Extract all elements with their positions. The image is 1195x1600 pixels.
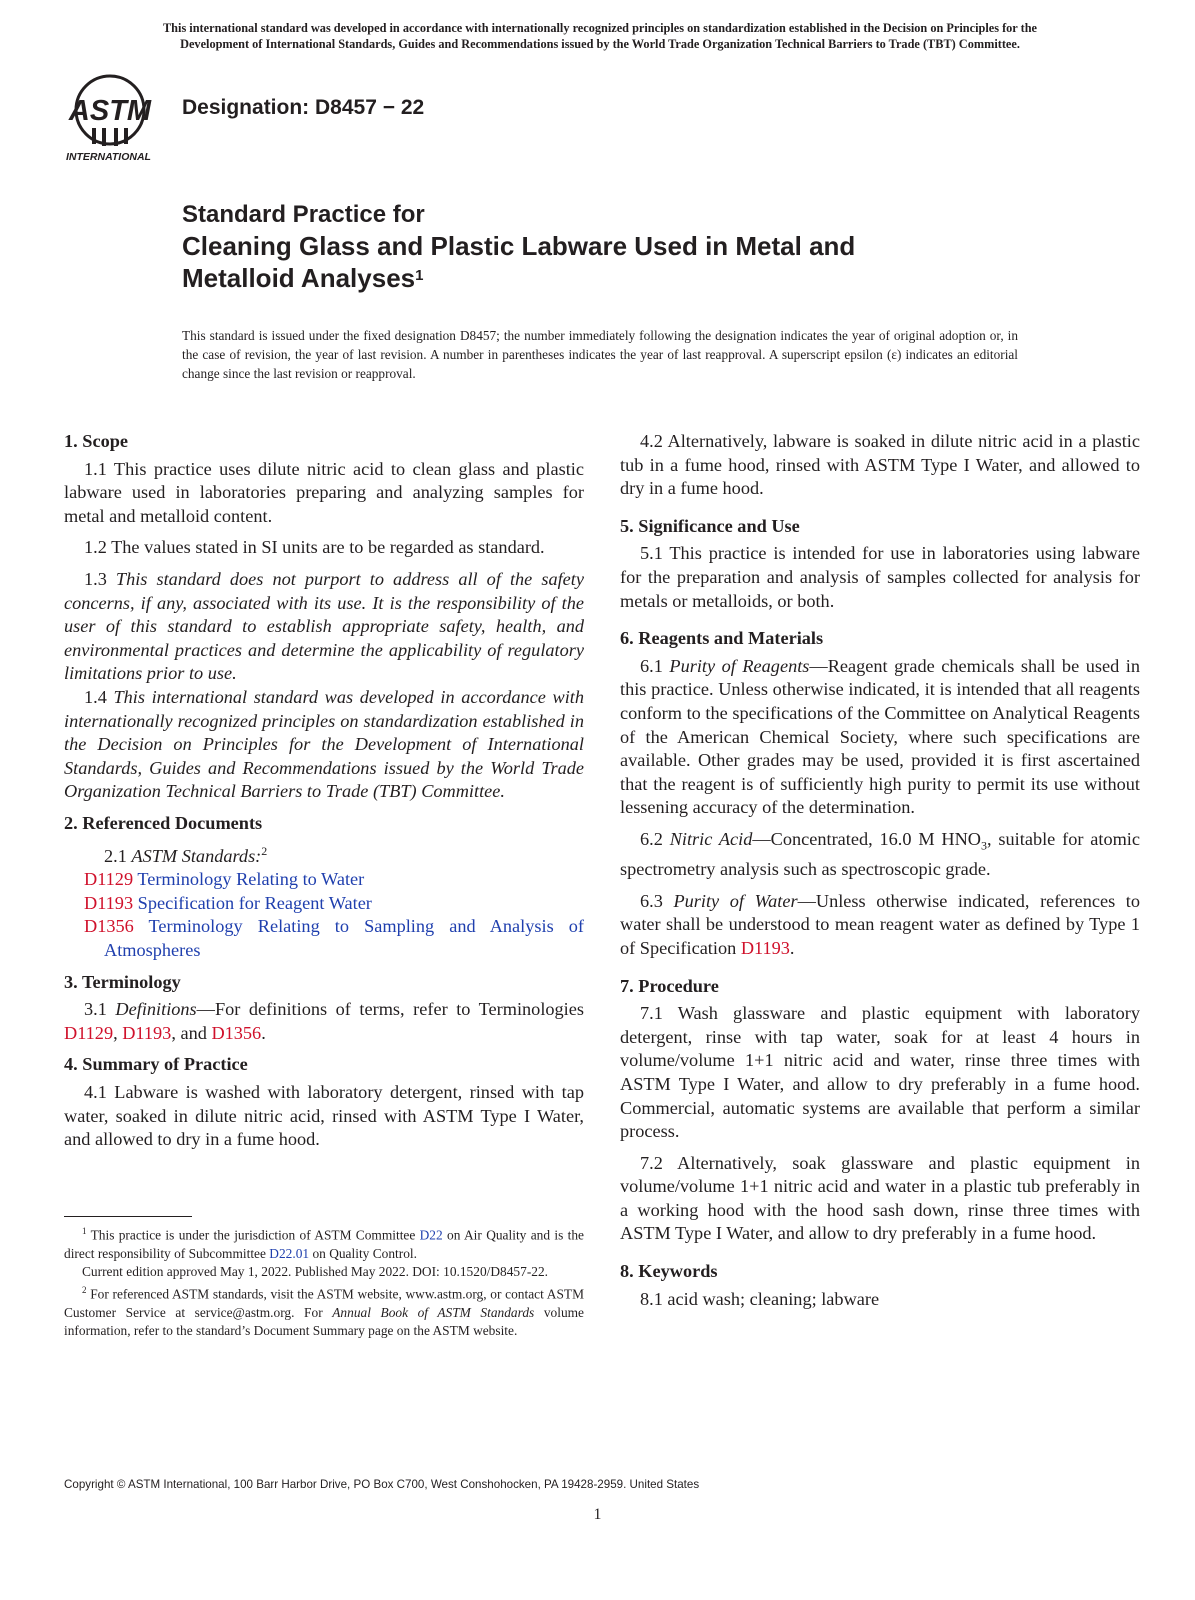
separator: . xyxy=(789,937,795,958)
title-line1: Standard Practice for xyxy=(182,201,425,228)
astm-logo xyxy=(62,70,166,166)
para-2-1 xyxy=(64,840,584,869)
footnote-2-text: For referenced ASTM standards, visit the ASTM website, www.astm.org, or contact ASTM Customer Service at service@astm.org. For xyxy=(64,1286,584,1321)
ref-code-link[interactable]: D1193 xyxy=(84,892,134,913)
issuance-statement: This standard is issued under the fixed designation D8457; the number immediately following the designation indicates the year of original adoption or, in the case of revision, the year of last revision. A number in parentheses indicates the year of last reapproval. A superscript epsilon (ε) indicates an editorial change since the last revision or reapproval. xyxy=(182,328,1018,381)
para-1-2: 1.2 The values stated in SI units are to be regarded as standard. xyxy=(84,537,545,558)
heading-keywords: 8. Keywords xyxy=(620,1261,718,1282)
para-3-1-text: —For definitions of terms, refer to Terminologies xyxy=(196,999,584,1020)
top-notice-line1: This international standard was developed in accordance with internationally recognized principles on standardization established in the Decision on Principles for the xyxy=(162,21,1038,35)
logo-subtext: INTERNATIONAL xyxy=(66,151,151,163)
footnote-2-text: volume information, refer to the standard’s Document Summary page on the ASTM website. xyxy=(64,1305,584,1339)
para-3-1-num: 3.1 xyxy=(84,999,107,1020)
para-2-1-num: 2.1 xyxy=(104,845,127,866)
para-1-3-num: 1.3 xyxy=(84,568,107,589)
heading-scope: 1. Scope xyxy=(64,431,128,451)
footnote-1-text: on Air Quality and is the direct responsibility of Subcommittee xyxy=(64,1227,584,1261)
footnote-2-mark: 2 xyxy=(82,1285,87,1296)
footnote-1 xyxy=(64,1222,584,1263)
separator: , xyxy=(113,1022,123,1043)
para-6-1-num: 6.1 xyxy=(640,655,663,676)
heading-referenced-documents: 2. Referenced Documents xyxy=(64,812,263,833)
terminology-ref-link[interactable]: D1129 xyxy=(64,1022,114,1043)
ref-item[interactable] xyxy=(84,892,584,916)
ref-code-link[interactable]: D1129 xyxy=(84,869,134,890)
right-column xyxy=(620,430,1140,1311)
para-6-1-term: Purity of Reagents xyxy=(669,655,810,676)
ref-item[interactable] xyxy=(84,868,584,892)
footnote-1-text: This practice is under the jurisdiction of ASTM Committee xyxy=(90,1227,420,1243)
footnote-2 xyxy=(64,1281,584,1340)
para-8-1: 8.1 acid wash; cleaning; labware xyxy=(640,1288,880,1309)
document-title xyxy=(182,200,855,294)
para-7-2: 7.2 Alternatively, soak glassware and plastic equipment in volume/volume 1+1 nitric acid and water in a plastic tub preferably in a working hood with the hood sash down, rinse three times with ASTM Type I Water, and allow to dry preferably in a fume hood. xyxy=(620,1152,1140,1244)
terminology-ref-link[interactable]: D1193 xyxy=(122,1022,172,1043)
para-6-2-term: Nitric Acid xyxy=(669,828,753,849)
subcommittee-link[interactable]: D22.01 xyxy=(269,1245,310,1261)
para-5-1: 5.1 This practice is intended for use in laboratories using labware for the preparation and analysis of samples collected for analysis for metals or metalloids, or both. xyxy=(620,543,1140,611)
para-6-3 xyxy=(620,890,1140,961)
para-7-1: 7.1 Wash glassware and plastic equipment with laboratory detergent, rinse with tap water, soak for at least 4 hours in volume/volume 1+1 nitric acid and water, rinse three times with ASTM Type I Water, and allow to dry preferably in a fume hood. Commercial, automatic systems are available that perform a similar process. xyxy=(620,1003,1140,1142)
para-6-3-text: —Unless otherwise indicated, references to water shall be understood to mean reagent water as defined by Type 1 of Specification xyxy=(620,890,1140,958)
para-1-4 xyxy=(64,686,584,804)
ref-title-link[interactable]: Specification for Reagent Water xyxy=(137,892,372,913)
copyright: Copyright © ASTM International, 100 Barr Harbor Drive, PO Box C700, West Conshohocken, PA 19428-2959. United States xyxy=(64,1478,700,1491)
top-notice-line2: Development of International Standards, Guides and Recommendations issued by the World Trade Organization Technical Barriers to Trade (TBT) Committee. xyxy=(180,37,1020,51)
para-1-3-text: This standard does not purport to address all of the safety concerns, if any, associated with its use. It is the responsibility of the user of this standard to establish appropriate safety, health, and environmental practices and determine the applicability of regulatory limitations prior to use. xyxy=(64,568,584,684)
ref-code-link[interactable]: D1356 xyxy=(84,916,134,937)
subscript: 3 xyxy=(981,838,988,853)
ref-title-link[interactable]: Terminology Relating to Water xyxy=(137,869,365,890)
committee-link[interactable]: D22 xyxy=(419,1227,443,1243)
para-1-4-text: This international standard was developed in accordance with internationally recognized principles on standardization established in the Decision on Principles for the Development of International Standards, Guides and Recommendations issued by the World Trade Organization Technical Barriers to Trade (TBT) Committee. xyxy=(64,686,584,802)
heading-summary: 4. Summary of Practice xyxy=(64,1054,248,1075)
footnote-current-edition: Current edition approved May 1, 2022. Published May 2022. DOI: 10.1520/D8457-22. xyxy=(82,1264,549,1280)
para-6-3-num: 6.3 xyxy=(640,890,663,911)
footnotes xyxy=(64,1222,584,1341)
specification-ref-link[interactable]: D1193 xyxy=(740,937,790,958)
para-3-1 xyxy=(64,998,584,1045)
separator: . xyxy=(261,1022,266,1043)
ref-title-link[interactable]: Terminology Relating to Sampling and Analysis of Atmospheres xyxy=(104,916,584,960)
page-number: 1 xyxy=(593,1506,602,1523)
para-1-4-num: 1.4 xyxy=(84,686,107,707)
heading-significance: 5. Significance and Use xyxy=(620,515,800,536)
heading-procedure: 7. Procedure xyxy=(620,975,719,996)
para-4-2: 4.2 Alternatively, labware is soaked in dilute nitric acid in a plastic tub in a fume hood, rinsed with ASTM Type I Water, and allowed to dry in a fume hood. xyxy=(620,431,1140,499)
footnote-rule xyxy=(64,1216,192,1217)
footnote-1-text: on Quality Control. xyxy=(309,1245,417,1261)
terminology-ref-link[interactable]: D1356 xyxy=(211,1022,262,1043)
para-1-1: 1.1 This practice uses dilute nitric acid to clean glass and plastic labware used in laboratories preparing and analyzing samples for metal and metalloid content. xyxy=(64,458,584,526)
title-footnote-mark: 1 xyxy=(415,267,424,284)
top-notice xyxy=(60,20,1140,52)
heading-terminology: 3. Terminology xyxy=(64,971,181,992)
para-6-1-text: —Reagent grade chemicals shall be used in this practice. Unless otherwise indicated, it is intended that all reagents conform to the specifications of the Committee on Analytical Reagents of the American Chemical Society, where such specifications are available. Other grades may be used, provided it is first ascertained that the reagent is of sufficiently high purity to permit its use without lessening accuracy of the determination. xyxy=(620,655,1140,818)
designation: Designation: D8457 − 22 xyxy=(182,96,425,119)
para-3-1-term: Definitions xyxy=(115,999,197,1020)
para-6-2-text: , suitable for atomic spectrometry analysis such as spectroscopic grade. xyxy=(620,828,1140,880)
left-column xyxy=(64,430,584,1152)
para-1-3 xyxy=(64,568,584,686)
title-line2: Cleaning Glass and Plastic Labware Used in Metal and xyxy=(182,231,856,261)
footnote-2-italic: Annual Book of ASTM Standards xyxy=(332,1305,535,1321)
para-6-2-text: —Concentrated, 16.0 M HNO xyxy=(752,828,982,849)
para-4-1: 4.1 Labware is washed with laboratory detergent, rinsed with tap water, soaked in dilute nitric acid, rinsed with ASTM Type I Water, and allowed to dry in a fume hood. xyxy=(64,1081,584,1150)
para-6-2 xyxy=(620,828,1140,882)
heading-reagents: 6. Reagents and Materials xyxy=(620,628,824,649)
para-6-1 xyxy=(620,655,1140,820)
logo-text: ASTM xyxy=(68,95,152,127)
ref-item[interactable] xyxy=(84,915,584,962)
title-line3: Metalloid Analyses xyxy=(182,263,416,293)
footnote-1-mark: 1 xyxy=(82,1226,87,1236)
para-6-2-num: 6.2 xyxy=(640,828,663,849)
separator: , and xyxy=(171,1022,212,1043)
para-6-3-term: Purity of Water xyxy=(673,890,798,911)
para-2-1-label: ASTM Standards: xyxy=(131,845,262,866)
para-2-1-mark: 2 xyxy=(261,843,268,858)
